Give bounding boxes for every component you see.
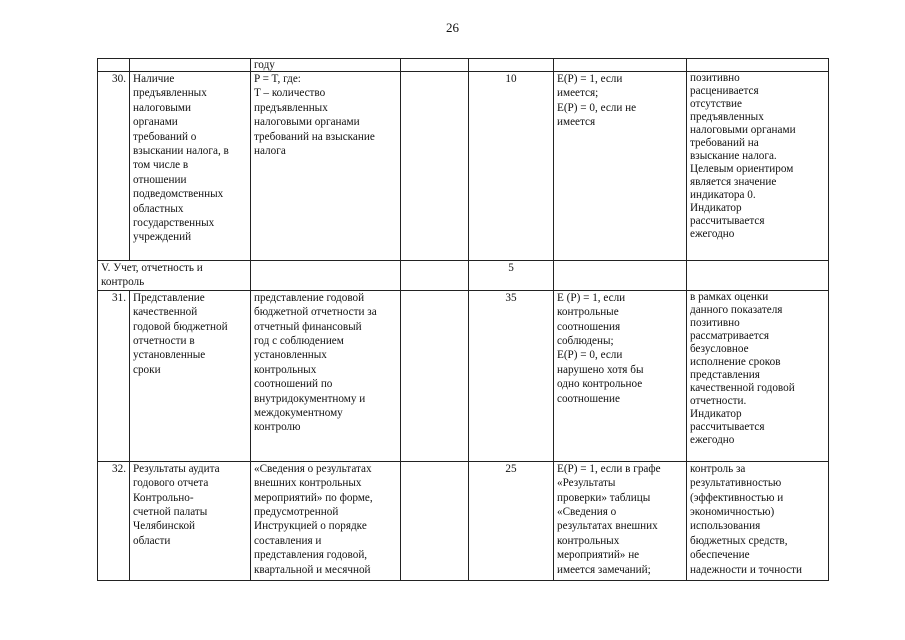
indicator-name: Представление качественной годовой бюджетной отчетности в установленные сроки bbox=[130, 290, 251, 461]
table-row bbox=[98, 72, 829, 261]
indicator-formula: представление годовой бюджетной отчетности за отчетный финансовый год с соблюдением установленных контрольных соотношений по внутридокументному и междокументному контролю bbox=[251, 290, 401, 461]
row-number: 31. bbox=[98, 290, 130, 461]
indicator-comment: позитивно расценивается отсутствие предъявленных налоговыми органами требований на взыскание налога. Целевым ориентиром является значение индикатора 0. Индикатор рассчитывается ежегодно bbox=[687, 72, 829, 261]
indicator-comment: контроль за результативностью (эффективностью и экономичностью) использования бюджетных средств, обеспечение надежности и точности bbox=[687, 461, 829, 580]
indicator-formula: P = T, где: T – количество предъявленных налоговыми органами требований на взыскание налога bbox=[251, 72, 401, 261]
indicator-comment: в рамках оценки данного показателя позитивно рассматривается безусловное исполнение сроков представления качественной годовой отчетности. Индикатор рассчитывается ежегодно bbox=[687, 290, 829, 461]
section-row bbox=[98, 261, 829, 291]
table-row bbox=[98, 290, 829, 461]
row-number: 32. bbox=[98, 461, 130, 580]
indicator-weight: 25 bbox=[469, 461, 554, 580]
page-number: 26 bbox=[446, 20, 459, 35]
indicator-name: Результаты аудита годового отчета Контрольно- счетной палаты Челябинской области bbox=[130, 461, 251, 580]
indicator-name: Наличие предъявленных налоговыми органами требований о взыскании налога, в том числе в отношении подведомственных областных государственных учреждений bbox=[130, 72, 251, 261]
extra-cell bbox=[401, 461, 469, 580]
extra-cell bbox=[401, 290, 469, 461]
indicator-formula: «Сведения о результатах внешних контрольных мероприятий» по форме, предусмотренной Инструкцией о порядке составления и представления годовой, квартальной и месячной bbox=[251, 461, 401, 580]
table-row-continuation bbox=[98, 59, 829, 72]
continuation-fragment: году bbox=[251, 59, 401, 72]
row-number: 30. bbox=[98, 72, 130, 261]
indicator-weight: 10 bbox=[469, 72, 554, 261]
section-weight: 5 bbox=[469, 261, 554, 291]
table-row bbox=[98, 461, 829, 580]
indicator-evaluation: E (P) = 1, если контрольные соотношения соблюдены; E(P) = 0, если нарушено хотя бы одно контрольное соотношение bbox=[554, 290, 687, 461]
indicators-table bbox=[97, 58, 829, 581]
indicator-evaluation: E(P) = 1, если имеется; E(P) = 0, если не имеется bbox=[554, 72, 687, 261]
section-title: V. Учет, отчетность и контроль bbox=[98, 261, 251, 291]
indicator-evaluation: E(P) = 1, если в графе «Результаты проверки» таблицы «Сведения о результатах внешних контрольных мероприятий» не имеется замечаний; bbox=[554, 461, 687, 580]
indicator-weight: 35 bbox=[469, 290, 554, 461]
extra-cell bbox=[401, 72, 469, 261]
